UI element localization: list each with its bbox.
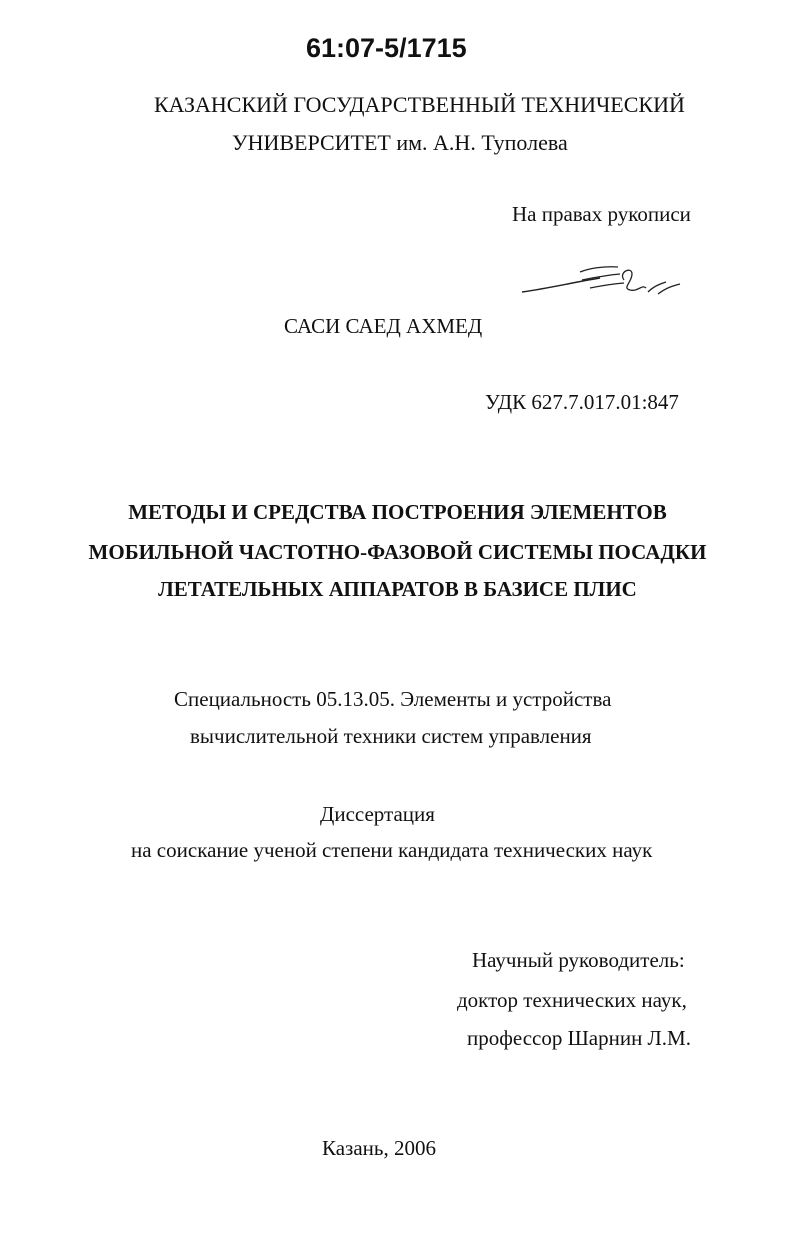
advisor-name: профессор Шарнин Л.М. — [467, 1026, 691, 1050]
author-signature — [520, 258, 685, 303]
university-name-line2: УНИВЕРСИТЕТ им. А.Н. Туполева — [232, 130, 568, 155]
university-name-line1: КАЗАНСКИЙ ГОСУДАРСТВЕННЫЙ ТЕХНИЧЕСКИЙ — [154, 92, 685, 117]
dissertation-title-line3: ЛЕТАТЕЛЬНЫХ АППАРАТОВ В БАЗИСЕ ПЛИС — [158, 577, 637, 601]
author-name: САСИ САЕД АХМЕД — [284, 314, 483, 338]
advisor-degree: доктор технических наук, — [457, 988, 687, 1012]
place-and-year: Казань, 2006 — [322, 1136, 436, 1160]
udc-code: УДК 627.7.017.01:847 — [485, 390, 679, 414]
dissertation-title-line2: МОБИЛЬНОЙ ЧАСТОТНО-ФАЗОВОЙ СИСТЕМЫ ПОСАДКИ — [88, 540, 707, 564]
dissertation-label: Диссертация — [320, 802, 435, 826]
manuscript-rights: На правах рукописи — [512, 202, 691, 226]
degree-purpose: на соискание ученой степени кандидата технических наук — [131, 838, 653, 862]
specialty-line1: Специальность 05.13.05. Элементы и устройства — [174, 687, 612, 711]
specialty-line2: вычислительной техники систем управления — [190, 724, 592, 748]
dissertation-title-line1: МЕТОДЫ И СРЕДСТВА ПОСТРОЕНИЯ ЭЛЕМЕНТОВ — [128, 500, 667, 524]
archive-stamp-code: 61:07-5/1715 — [306, 33, 467, 63]
advisor-label: Научный руководитель: — [472, 948, 685, 972]
